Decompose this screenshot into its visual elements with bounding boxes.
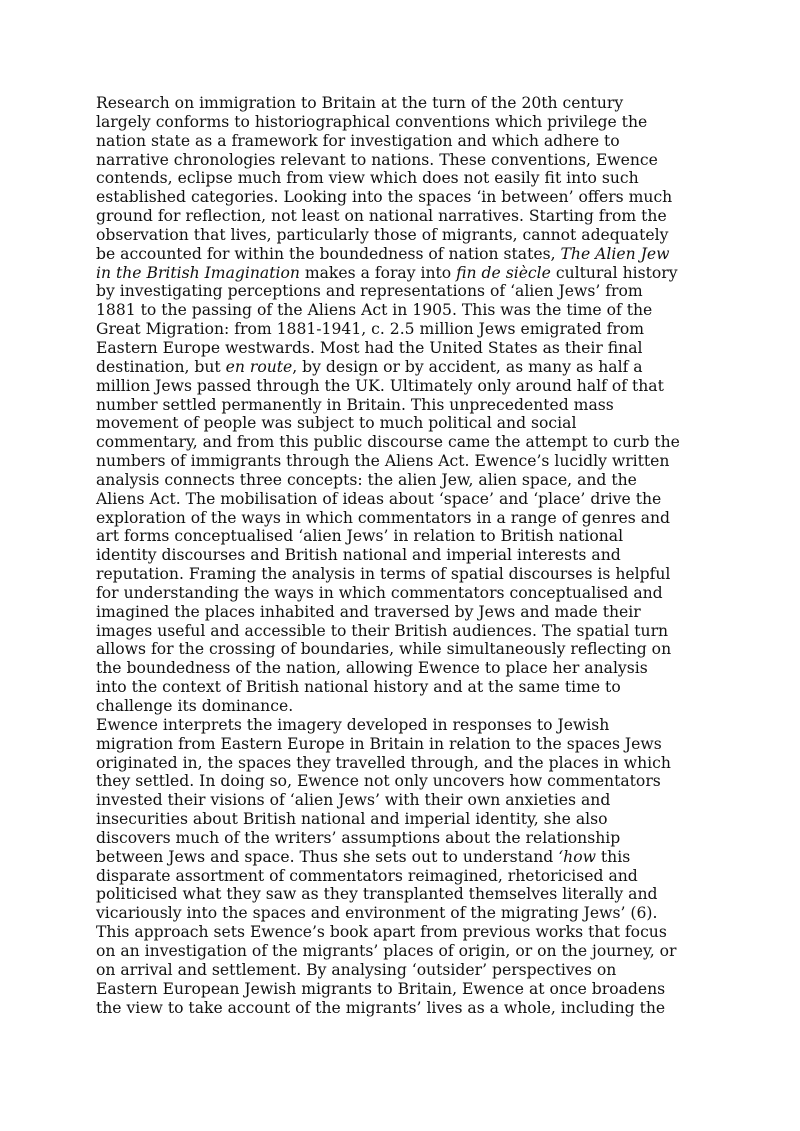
text-segment: Great Migration: from 1881-1941, c. 2.5 million Jews emigrated from (96, 320, 645, 339)
text-segment: number settled permanently in Britain. This unprecedented mass (96, 395, 614, 414)
text-line (96, 358, 706, 377)
text-line (96, 188, 706, 207)
text-segment: Aliens Act. The mobilisation of ideas about ‘space’ and ‘place’ drive the (96, 489, 662, 508)
text-segment: discovers much of the writers’ assumptions about the relationship (96, 828, 621, 847)
text-line (96, 132, 706, 151)
text-segment: established categories. Looking into the spaces ‘in between’ offers much (96, 188, 673, 207)
text-line (96, 754, 706, 773)
text-segment: Research on immigration to Britain at the turn of the 20th century (96, 94, 624, 112)
text-line (96, 226, 706, 245)
text-line (96, 264, 706, 283)
italic-text: The Alien Jew (560, 244, 670, 263)
text-segment: destination, but (96, 357, 226, 376)
text-segment: ground for reflection, not least on national narratives. Starting from the (96, 207, 667, 226)
text-segment: largely conforms to historiographical conventions which privilege the (96, 112, 648, 131)
text-segment: politicised what they saw as they transplanted themselves literally and (96, 885, 658, 904)
text-segment: contends, eclipse much from view which does not easily fit into such (96, 169, 639, 188)
text-segment: this (595, 847, 631, 866)
text-line (96, 396, 706, 415)
text-segment: on arrival and settlement. By analysing ‘outsider’ perspectives on (96, 960, 617, 979)
text-segment: originated in, the spaces they travelled through, and the places in which (96, 753, 671, 772)
text-segment: narrative chronologies relevant to nations. These conventions, Ewence (96, 150, 658, 169)
text-line (96, 94, 706, 113)
text-segment: by investigating perceptions and representations of ‘alien Jews’ from (96, 282, 643, 301)
text-line (96, 810, 706, 829)
text-line (96, 603, 706, 622)
text-segment: observation that lives, particularly those of migrants, cannot adequately (96, 225, 669, 244)
text-segment: art forms conceptualised ‘alien Jews’ in relation to British national (96, 527, 624, 546)
text-segment: the boundedness of the nation, allowing Ewence to place her analysis (96, 659, 648, 678)
text-line (96, 509, 706, 528)
text-segment: makes a foray into (299, 263, 457, 282)
text-segment: imagined the places inhabited and traversed by Jews and made their (96, 602, 641, 621)
text-line (96, 282, 706, 301)
text-line (96, 999, 706, 1018)
text-segment: insecurities about British national and imperial identity, she also (96, 810, 608, 829)
text-line (96, 433, 706, 452)
paragraph (96, 716, 706, 1018)
text-line (96, 301, 706, 320)
text-line (96, 961, 706, 980)
text-line (96, 885, 706, 904)
text-line (96, 678, 706, 697)
text-line (96, 546, 706, 565)
text-segment: 1881 to the passing of the Aliens Act in 1905. This was the time of the (96, 301, 653, 320)
text-segment: exploration of the ways in which commentators in a range of genres and (96, 508, 671, 527)
text-line (96, 772, 706, 791)
text-segment: for understanding the ways in which commentators conceptualised and (96, 583, 663, 602)
text-line (96, 377, 706, 396)
text-segment: on an investigation of the migrants’ places of origin, or on the journey, or (96, 941, 677, 960)
text-line (96, 980, 706, 999)
text-line (96, 113, 706, 132)
paragraph (96, 94, 706, 716)
text-segment: This approach sets Ewence’s book apart from previous works that focus (96, 923, 667, 942)
text-segment: reputation. Framing the analysis in terms of spatial discourses is helpful (96, 565, 671, 584)
italic-text: en route (225, 357, 293, 376)
text-line (96, 659, 706, 678)
text-segment: into the context of British national history and at the same time to (96, 678, 621, 697)
text-line (96, 640, 706, 659)
text-line (96, 490, 706, 509)
text-segment: cultural history (550, 263, 678, 282)
text-line (96, 527, 706, 546)
text-line (96, 622, 706, 641)
text-line (96, 904, 706, 923)
text-line (96, 923, 706, 942)
text-line (96, 339, 706, 358)
text-segment: movement of people was subject to much political and social (96, 414, 577, 433)
text-line (96, 245, 706, 264)
text-line (96, 584, 706, 603)
text-line (96, 791, 706, 810)
text-line (96, 169, 706, 188)
text-line (96, 471, 706, 490)
text-segment: they settled. In doing so, Ewence not only uncovers how commentators (96, 772, 661, 791)
text-segment: nation state as a framework for investigation and which adhere to (96, 131, 620, 150)
text-segment: allows for the crossing of boundaries, while simultaneously reflecting on (96, 640, 672, 659)
text-segment: be accounted for within the boundedness of nation states, (96, 244, 561, 263)
text-segment: Eastern Europe westwards. Most had the United States as their final (96, 338, 643, 357)
text-segment: vicariously into the spaces and environment of the migrating Jews’ (6). (96, 904, 658, 923)
text-line (96, 716, 706, 735)
text-segment: between Jews and space. Thus she sets out to understand (96, 847, 559, 866)
text-segment: disparate assortment of commentators reimagined, rhetoricised and (96, 866, 638, 885)
text-line (96, 942, 706, 961)
text-line (96, 207, 706, 226)
text-line (96, 565, 706, 584)
text-segment: the view to take account of the migrants’ lives as a whole, including the (96, 998, 666, 1017)
text-segment: invested their visions of ‘alien Jews’ with their own anxieties and (96, 791, 611, 810)
text-line (96, 848, 706, 867)
text-segment: million Jews passed through the UK. Ultimately only around half of that (96, 376, 664, 395)
text-segment: Ewence interprets the imagery developed in responses to Jewish (96, 715, 610, 734)
text-segment: commentary, and from this public discourse came the attempt to curb the (96, 433, 680, 452)
text-line (96, 829, 706, 848)
text-line (96, 320, 706, 339)
text-line (96, 697, 706, 716)
text-segment: challenge its dominance. (96, 697, 294, 715)
text-segment: numbers of immigrants through the Aliens Act. Ewence’s lucidly written (96, 452, 670, 471)
text-segment: analysis connects three concepts: the alien Jew, alien space, and the (96, 470, 637, 489)
text-line (96, 151, 706, 170)
italic-text: fin de siècle (456, 263, 551, 282)
text-segment: identity discourses and British national and imperial interests and (96, 546, 621, 565)
text-line (96, 735, 706, 754)
italic-text: ‘how (558, 847, 596, 866)
document-body (96, 94, 706, 1017)
text-segment: migration from Eastern Europe in Britain in relation to the spaces Jews (96, 734, 662, 753)
text-line (96, 867, 706, 886)
text-segment: images useful and accessible to their British audiences. The spatial turn (96, 621, 669, 640)
text-segment: Eastern European Jewish migrants to Britain, Ewence at once broadens (96, 979, 666, 998)
text-line (96, 414, 706, 433)
italic-text: in the British Imagination (96, 263, 300, 282)
text-segment: , by design or by accident, as many as half a (292, 357, 643, 376)
text-line (96, 452, 706, 471)
